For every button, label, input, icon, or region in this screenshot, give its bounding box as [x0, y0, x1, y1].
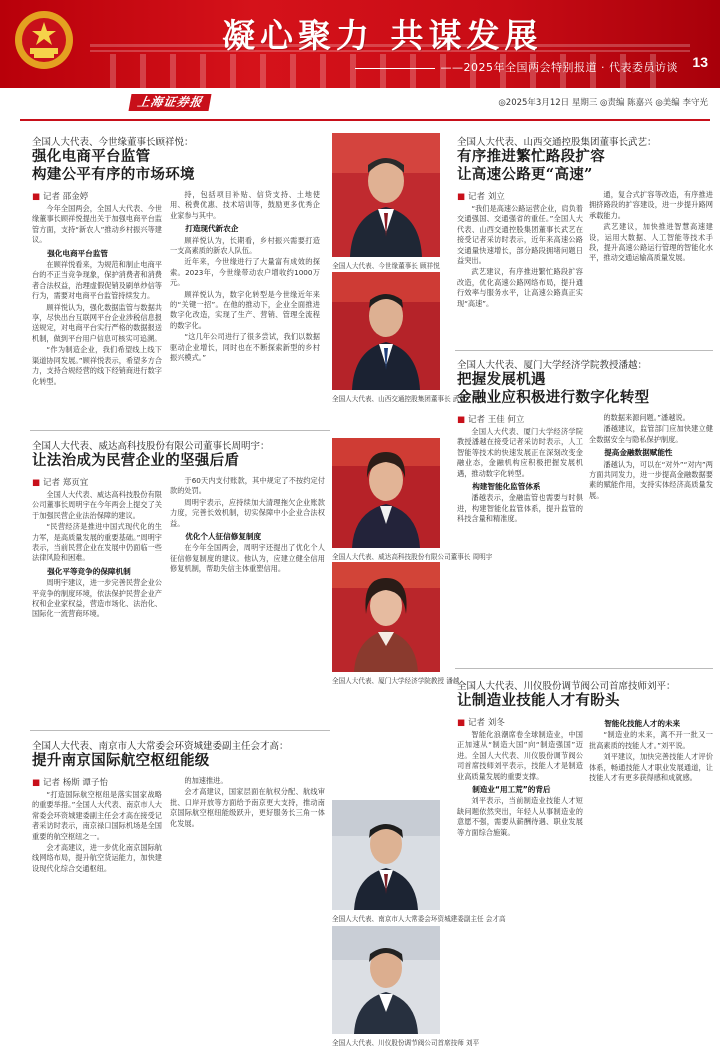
body-paragraph: 刘平建议，加快完善技能人才评价体系，畅通技能人才职业发展通道，让技能人才有更多获得感和成就感。 — [589, 752, 713, 783]
body-paragraph: 通，复合式扩容等改造，有序推进拥挤路段的扩容建设，进一步提升路网承载能力。 — [589, 190, 713, 220]
body-paragraph: 在今年全国两会，周明宇还提出了优化个人征信修复制度的建议。他认为，应建立健全信用修复机制，帮助失信主体重塑信用。 — [170, 543, 325, 574]
byline-text: 记者 王佳 何立 — [468, 415, 525, 425]
article-kicker: 全国人大代表、川仪股份调节阀公司首席技师刘平： — [457, 681, 676, 692]
article-body-col-2 — [589, 716, 713, 1040]
article-kicker: 全国人大代表、山西交通控股集团董事长武艺： — [457, 137, 657, 148]
headline-line: 有序推进繁忙路段扩容 — [457, 148, 605, 165]
portrait-caption: 全国人大代表、威达高科技股份有限公司董事长 周明宇 — [332, 553, 493, 561]
byline-text: 记者 邵金婷 — [43, 192, 89, 202]
article-body-col-1 — [32, 490, 162, 720]
banner-subtitle-text: ——2025年全国两会特别报道 · 代表委员访谈 — [440, 61, 678, 74]
masthead — [0, 92, 720, 114]
section-subhead: 打造现代新农企 — [185, 224, 239, 234]
portrait-caption: 全国人大代表、厦门大学经济学院教授 潘越 — [332, 677, 460, 685]
byline-text: 记者 刘立 — [468, 192, 505, 202]
body-paragraph: “这几年公司进行了很多尝试，我们以数据驱动企业增长，同时也在不断探索新型的乡村振兴模式。” — [170, 332, 320, 363]
article-headline — [32, 752, 210, 770]
section-subhead: 优化个人征信修复制度 — [185, 532, 262, 542]
body-paragraph: 全国人大代表、厦门大学经济学院教授潘越在接受记者采访时表示，人工智能等技术的快速发展正在深刻改变金融业态，金融机构应积极把握发展机遇，推动数字化转型。 — [457, 427, 583, 478]
headline-line: 提升南京国际航空枢纽能级 — [32, 752, 210, 769]
body-paragraph: 的数据来源问题。”潘越说。 — [603, 413, 690, 422]
body-paragraph: 潘越认为，可以在“对外”“对内”两方面共同发力，进一步提高金融数据要素的赋能作用，支持实体经济高质量发展。 — [589, 459, 713, 500]
article-body-col-2 — [170, 476, 325, 720]
article-body-col-2 — [170, 776, 325, 1040]
article-body-col-1 — [457, 204, 583, 346]
byline-text: 记者 郑页宜 — [43, 478, 89, 488]
article-body-col-2 — [589, 413, 713, 662]
article-body-col-2 — [170, 190, 320, 419]
body-paragraph: “我们是高速公路运营企业，肩负着交通强国、交通强省的重任。”全国人大代表、山西交通控股集团董事长武艺在接受记者采访时表示，近年来高速公路交通量快速增长，部分路段拥堵问题日益突出。 — [457, 204, 583, 266]
article-headline — [457, 148, 605, 184]
section-subhead: 提高金融数据赋能性 — [604, 448, 673, 458]
headline-line: 把握发展机遇 — [457, 371, 546, 388]
portrait-gu-xiangyue — [332, 133, 440, 257]
portrait-caption: 全国人大代表、南京市人大常委会环资城建委副主任 会才高 — [332, 915, 506, 923]
body-paragraph: “民营经济是推进中国式现代化的生力军，是高质量发展的重要基础。”周明宇表示，当前民营企业在发展中仍面临一些法律风险和困难。 — [32, 522, 162, 563]
body-paragraph: 潘越表示，金融监管也需要与时俱进，构建智能化监管体系，提升监管的科技含量和精准度。 — [457, 493, 583, 524]
article-headline — [457, 371, 649, 407]
article-body-col-1 — [457, 730, 583, 1040]
body-paragraph: 武艺建议，加快推进智慧高速建设，运用大数据、人工智能等技术手段，提升高速公路运行管理的智能化水平，推动交通运输高质量发展。 — [589, 222, 713, 263]
body-paragraph: 智能化浪潮席卷全球制造业，中国正加速从“制造大国”向“制造强国”迈进。全国人大代表、川仪股份调节阀公司首席技师刘平表示，技能人才是制造业高质量发展的重要支撑。 — [457, 730, 583, 781]
section-subhead: 制造业“用工荒”的背后 — [472, 785, 551, 795]
article-headline — [457, 692, 620, 710]
portrait-zhou-mingyu — [332, 438, 440, 548]
portrait-caption: 全国人大代表、山西交通控股集团董事长 武艺 — [332, 395, 466, 403]
edition-info: ◎2025年3月12日 星期三 ◎责编 陈嘉兴 ◎美编 李守光 — [498, 98, 708, 108]
page-number: 13 — [692, 54, 708, 70]
headline-line: 让法治成为民营企业的坚强后盾 — [32, 452, 240, 469]
article-byline: ■ 记者 刘立 — [457, 192, 505, 202]
portrait-caption: 全国人大代表、今世缘董事长 顾祥悦 — [332, 262, 440, 270]
article-byline: ■ 记者 郑页宜 — [32, 478, 89, 488]
body-paragraph: 顾祥悦认为，数字化转型是今世缘近年来的“关键一招”。在他的推动下，企业全面推进数字化改造，实现了生产、营销、管理全流程的数字化。 — [170, 289, 320, 330]
body-paragraph: 在顾祥悦看来，为规范和制止电商平台的不正当竞争现象，保护消费者和消费者合法权益，治理虚假促销及刷单炒信等行为，需要对电商平台监管持续发力。 — [32, 260, 162, 301]
section-divider — [30, 730, 330, 731]
portrait-wu-yi — [332, 272, 440, 390]
article-byline: ■ 记者 刘冬 — [457, 718, 505, 728]
article-body-col-2 — [589, 190, 713, 346]
body-paragraph: 持，包括项目补贴、信贷支持、土地使用、税费优惠、技术培训等，鼓励更多优秀企业家参与其中。 — [170, 190, 320, 220]
article-pan-yue — [455, 355, 715, 665]
headline-line: 构建公平有序的市场环境 — [32, 166, 195, 183]
national-emblem-icon — [12, 8, 76, 72]
page-banner — [0, 0, 720, 88]
banner-subtitle — [355, 59, 678, 75]
article-body-col-1 — [457, 427, 583, 662]
portrait-caption: 全国人大代表、川仪股份调节阀公司首席技师 刘平 — [332, 1039, 480, 1047]
section-divider — [455, 668, 713, 669]
body-paragraph: “打造国际航空枢纽是落实国家战略的重要举措。”全国人大代表、南京市人大常委会环资城建委副主任会才高在接受记者采访时表示，南京禄口国际机场是全国重要的航空枢纽之一。 — [32, 790, 162, 841]
article-wu-yi — [455, 132, 715, 347]
section-divider — [455, 350, 713, 351]
body-paragraph: 近年来，今世缘进行了大量富有成效的探索。2023年，今世缘带动农户增收约1000万元。 — [170, 257, 320, 288]
section-subhead: 强化电商平台监管 — [47, 248, 108, 258]
article-body-col-1 — [32, 790, 162, 1040]
paper-logo: 上海证券报 — [129, 94, 212, 111]
article-she-caigao — [30, 738, 330, 1043]
body-paragraph: 顾祥悦认为，强化数据监管与数据共享，尽快出台互联网平台企业涉税信息报送规定，对电商平台实行严格的数据报送机制，做到平台用户信息可核实可追溯。 — [32, 302, 162, 343]
headline-line: 金融业应积极进行数字化转型 — [457, 389, 650, 406]
body-paragraph: 全国人大代表、威达高科技股份有限公司董事长周明宇在今年两会上提交了关于加强民营企业法治保障的建议。 — [32, 490, 162, 520]
headline-line: 让制造业技能人才有盼头 — [457, 692, 620, 709]
body-paragraph: 周明宇表示，应持续加大清理拖欠企业账款力度，完善长效机制，切实保障中小企业合法权益。 — [170, 497, 325, 528]
article-kicker: 全国人大代表、今世缘董事长顾祥悦： — [32, 137, 194, 148]
body-paragraph: 顾祥悦认为，长期看，乡村振兴需要打造一支高素质的新农人队伍。 — [170, 235, 320, 256]
body-paragraph: 会才高建议，国家层面在航权分配、航线审批、口岸开放等方面给予南京更大支持，推动南京国际航空枢纽能级跃升，更好服务长三角一体化发展。 — [170, 787, 325, 828]
section-subhead: 智能化技能人才的未来 — [604, 719, 681, 728]
article-byline: ■ 记者 杨斯 谭子怡 — [32, 778, 108, 788]
body-paragraph: “作为制造企业，我们希望线上线下渠道协同发展。”顾祥悦表示，希望多方合力，支持合规经营的线下经销商进行数字化转型。 — [32, 345, 162, 386]
section-divider — [30, 430, 330, 431]
headline-line: 强化电商平台监管 — [32, 148, 151, 165]
section-subhead: 构建智能化监管体系 — [472, 482, 541, 492]
masthead-rule — [20, 119, 710, 121]
article-zhou-mingyu — [30, 438, 330, 723]
headline-line: 让高速公路更“高速” — [457, 166, 593, 183]
body-paragraph: “制造业的未来，离不开一批又一批高素质的技能人才。”刘平说。 — [589, 730, 713, 750]
body-paragraph: 潘越建议，监管部门应加快建立健全数据安全与隐私保护制度。 — [589, 424, 713, 444]
body-paragraph: 于60天内支付账款，其中规定了不按约定付款的处罚。 — [170, 476, 325, 496]
article-body-col-1 — [32, 204, 162, 419]
article-liu-ping — [455, 676, 715, 1044]
article-byline: ■ 记者 王佳 何立 — [457, 415, 525, 425]
section-subhead: 强化平等竞争的保障机制 — [47, 566, 131, 576]
body-paragraph: 今年全国两会，全国人大代表、今世缘董事长顾祥悦提出关于加强电商平台监管方面，支持“新农人”推动乡村振兴等建议。 — [32, 204, 162, 245]
article-headline — [32, 148, 195, 184]
article-kicker: 全国人大代表、南京市人大常委会环资城建委副主任会才高： — [32, 741, 289, 752]
portrait-liu-ping — [332, 926, 440, 1034]
article-kicker: 全国人大代表、威达高科技股份有限公司董事长周明宇： — [32, 441, 270, 452]
body-paragraph: 的加速推进。 — [184, 776, 228, 785]
byline-text: 记者 杨斯 谭子怡 — [43, 778, 108, 788]
byline-text: 记者 刘冬 — [468, 718, 505, 728]
article-headline — [32, 452, 239, 470]
body-paragraph: 武艺建议，有序推进繁忙路段扩容改造，优化高速公路网络布局，提升通行效率与服务水平，让高速公路真正实现“高速”。 — [457, 267, 583, 308]
body-paragraph: 周明宇建议，进一步完善民营企业公平竞争的制度环境，依法保护民营企业产权和企业家权益，营造市场化、法治化、国际化一流营商环境。 — [32, 578, 162, 619]
article-byline: ■ 记者 邵金婷 — [32, 192, 89, 202]
banner-title: 凝心聚力 共谋发展 — [222, 16, 543, 55]
article-kicker: 全国人大代表、厦门大学经济学院教授潘越： — [457, 360, 648, 371]
portrait-pan-yue — [332, 562, 440, 672]
portrait-she-caigao — [332, 800, 440, 910]
body-paragraph: 会才高建议，进一步优化南京国际航线网络布局，提升航空货运能力，加快建设现代化综合交通枢纽。 — [32, 843, 162, 873]
body-paragraph: 刘平表示，当前制造业技能人才短缺问题依然突出，年轻人从事制造业的意愿不强，需要从薪酬待遇、职业发展等方面综合施策。 — [457, 796, 583, 837]
